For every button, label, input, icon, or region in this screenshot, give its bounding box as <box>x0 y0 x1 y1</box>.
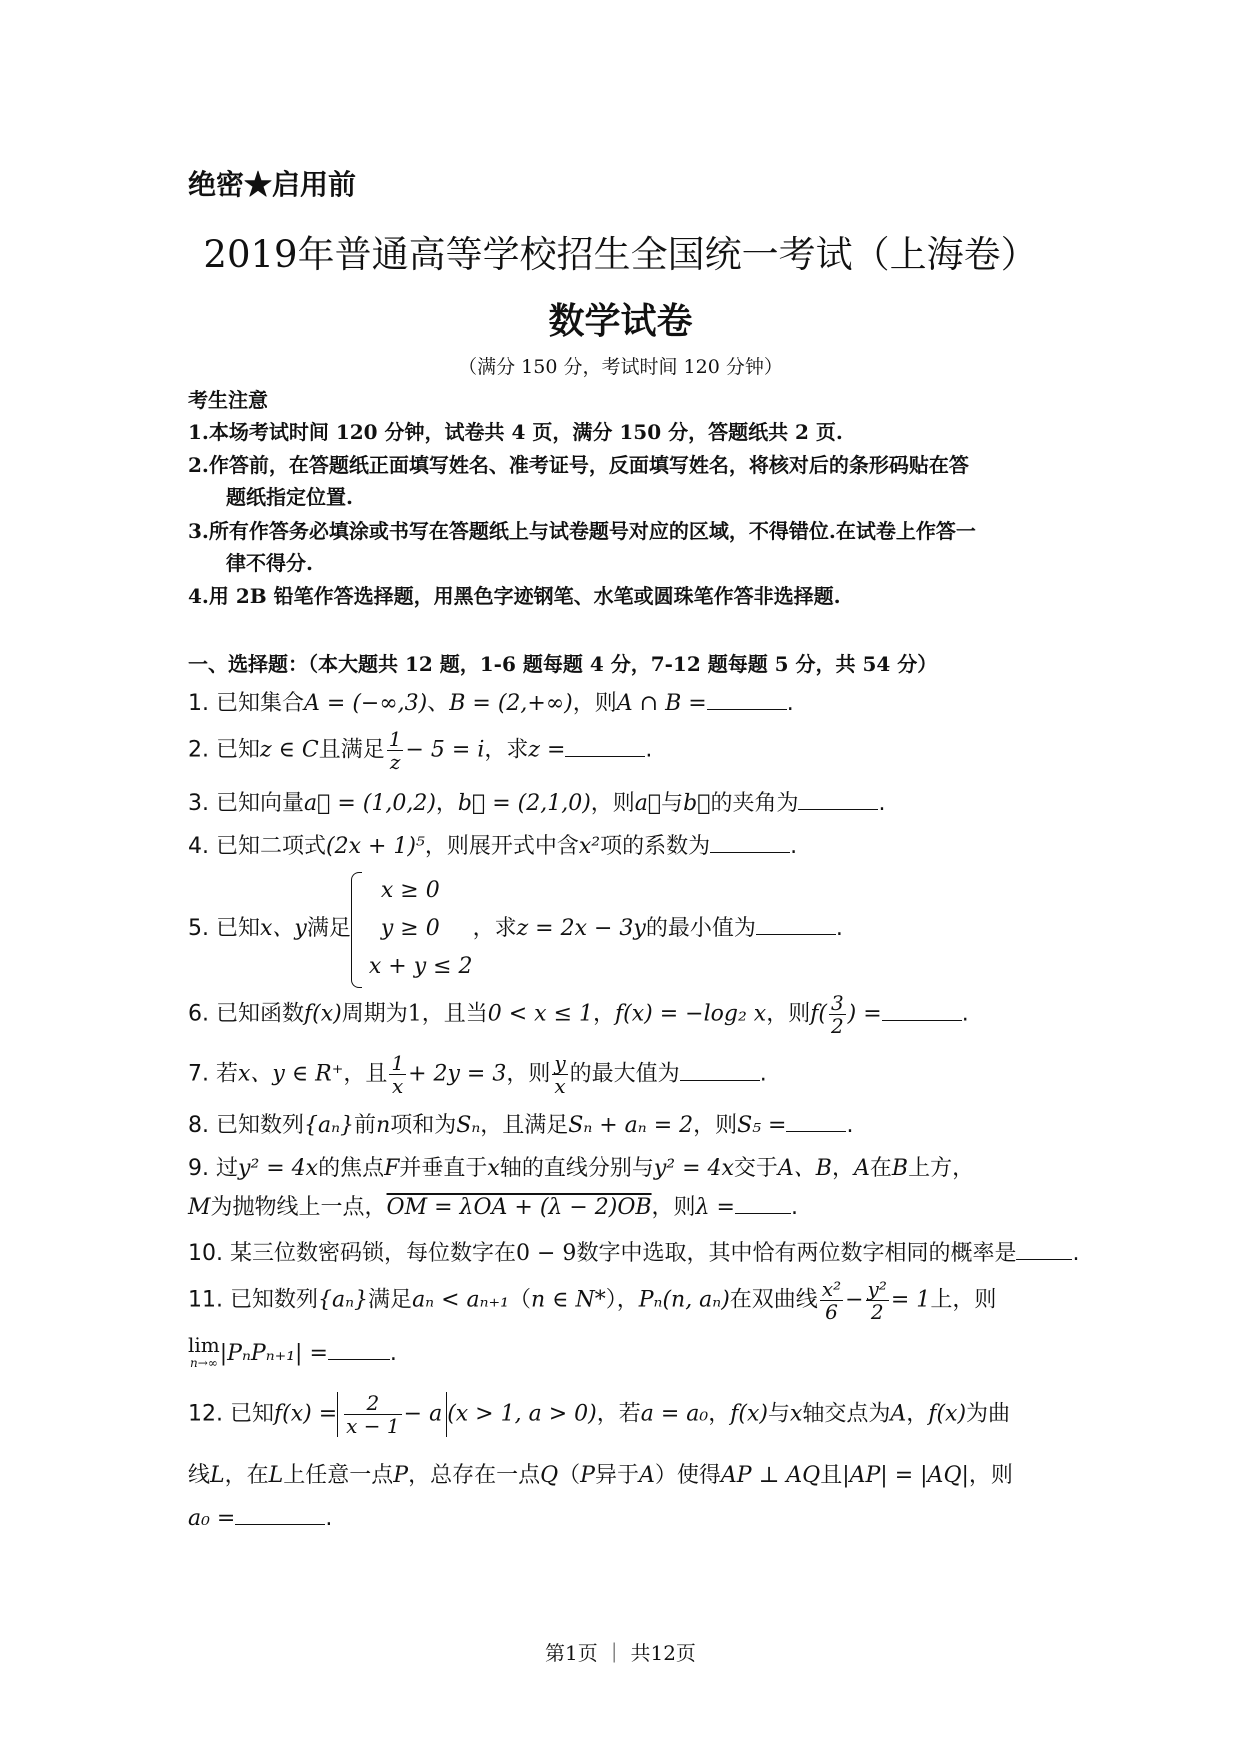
fraction-numerator: y <box>554 1051 566 1075</box>
notice-item <box>188 416 1058 448</box>
question-text: 已知数列 <box>216 1113 305 1138</box>
question-number: 10. <box>188 1241 223 1266</box>
fraction-numerator: x² <box>821 1277 842 1301</box>
math: x、y ∈ R⁺ <box>238 1061 344 1087</box>
math: Sₙ <box>456 1113 481 1138</box>
question-text: 轴的直线分别与 <box>499 1156 654 1181</box>
question-10 <box>188 1236 1079 1267</box>
math: n <box>376 1113 391 1138</box>
question-text: ，若 <box>596 1401 641 1427</box>
question-text: . <box>786 691 794 716</box>
fraction-denominator: x − 1 <box>346 1414 400 1438</box>
math: x <box>789 1401 803 1427</box>
math: F <box>384 1156 400 1181</box>
notice-item-text: 1.本场考试时间 120 分钟，试卷共 4 页，满分 150 分，答题纸共 2 页. <box>188 420 843 444</box>
left-brace <box>351 872 362 988</box>
page-footer: 第1页 ｜ 共12页 <box>545 1641 696 1665</box>
question-text: （ <box>558 1463 581 1488</box>
question-9 <box>188 1151 974 1182</box>
fraction <box>387 728 404 773</box>
question-text: ，则 <box>651 1195 696 1220</box>
math: y² = 4x <box>238 1156 319 1181</box>
question-text: ）， <box>605 1287 639 1313</box>
vector-equation: OM = λOA + (λ − 2)OB <box>386 1195 652 1220</box>
fraction-numerator: 1 <box>388 727 402 751</box>
question-9-line-2 <box>188 1190 798 1221</box>
question-number: 6. <box>188 1001 209 1027</box>
question-text: 为曲 <box>966 1401 1011 1427</box>
question-4 <box>188 829 797 860</box>
question-text: 前 <box>354 1113 377 1138</box>
question-number: 2. <box>188 737 209 763</box>
fraction <box>344 1392 401 1437</box>
math: λ = <box>695 1195 735 1220</box>
notice-item <box>188 449 1058 513</box>
question-text: 轴交点为 <box>802 1401 891 1427</box>
question-text: 并垂直于 <box>399 1156 488 1181</box>
question-11-line-2 <box>188 1333 397 1372</box>
math: M <box>188 1195 211 1220</box>
question-number: 11. <box>188 1287 223 1313</box>
fraction <box>820 1278 843 1323</box>
question-text: 异于 <box>594 1463 639 1488</box>
math: a⃗ <box>634 791 662 816</box>
math: f(x) <box>304 1001 342 1027</box>
answer-blank[interactable] <box>735 1193 791 1214</box>
math: AP ⊥ AQ <box>720 1463 821 1488</box>
question-number: 12. <box>188 1401 223 1427</box>
question-text: ，求 <box>472 916 517 941</box>
question-text: 项的系数为 <box>600 834 711 859</box>
question-text: ， <box>593 1001 616 1027</box>
question-text: ，求 <box>484 737 529 763</box>
question-text: 的最大值为 <box>569 1061 680 1087</box>
question-12-line-3 <box>188 1504 332 1531</box>
math: = 1 <box>890 1287 931 1313</box>
math: y² = 4x <box>653 1156 734 1181</box>
question-text: 为抛物线上一点， <box>210 1195 387 1220</box>
question-6 <box>188 992 969 1037</box>
math: b⃗ = (2,1,0) <box>457 791 591 816</box>
question-text: 在双曲线 <box>729 1287 818 1313</box>
math: − a <box>403 1401 443 1427</box>
question-text: 线 <box>188 1463 211 1488</box>
answer-blank[interactable] <box>798 789 878 810</box>
math: A <box>854 1156 870 1181</box>
question-text: . <box>325 1506 333 1531</box>
question-text: 已知 <box>216 737 261 763</box>
math: |PₙPₙ₊₁| = <box>219 1341 328 1366</box>
fraction <box>866 1278 889 1323</box>
math: A、B <box>777 1156 832 1181</box>
math: f( <box>810 1001 827 1027</box>
math: (x > 1, a > 0) <box>447 1401 597 1427</box>
math: P <box>580 1463 595 1488</box>
answer-blank[interactable] <box>235 1504 325 1525</box>
fraction-numerator: 3 <box>830 991 844 1015</box>
math: − <box>845 1287 864 1313</box>
question-text: 数字中选取，其中恰有两位数字相同的概率是 <box>576 1241 1017 1266</box>
question-text: 已知函数 <box>216 1001 305 1027</box>
question-number: 7. <box>188 1061 209 1087</box>
question-text: 已知 <box>216 916 261 941</box>
limit-subscript: n→∞ <box>189 1356 218 1370</box>
question-text: 与 <box>767 1401 790 1427</box>
inequality: y ≥ 0 <box>380 916 440 941</box>
fraction-denominator: 2 <box>830 1014 844 1038</box>
question-text: . <box>645 737 653 763</box>
math: A <box>890 1401 907 1427</box>
confidential-mark: 绝密★启用前 <box>188 168 357 201</box>
exam-title: 2019年普通高等学校招生全国统一考试（上海卷） <box>203 233 1038 276</box>
inequality: x ≥ 0 <box>380 878 440 903</box>
question-text: 已知二项式 <box>216 834 327 859</box>
question-text: 且满足 <box>318 737 385 763</box>
fraction-numerator: y² <box>867 1277 887 1301</box>
question-text: ，则 <box>968 1463 1013 1488</box>
math: z ∈ C <box>260 737 319 763</box>
math: |AP| = |AQ| <box>842 1463 969 1488</box>
math: {aₙ} <box>304 1113 355 1138</box>
question-text: . <box>846 1113 854 1138</box>
math: Sₙ + aₙ = 2 <box>568 1113 694 1138</box>
question-text: 已知集合 <box>216 691 305 716</box>
exam-subtitle: 数学试卷 <box>548 300 693 342</box>
question-11 <box>188 1278 996 1323</box>
math: + 2y = 3 <box>408 1061 507 1087</box>
math: aₙ < aₙ₊₁ <box>412 1287 509 1313</box>
question-text: ， <box>831 1156 854 1181</box>
question-number: 5. <box>188 916 209 941</box>
answer-blank[interactable] <box>707 689 787 710</box>
question-text: 若 <box>216 1061 239 1087</box>
question-number: 9. <box>188 1156 209 1181</box>
question-number: 1. <box>188 691 209 716</box>
answer-blank[interactable] <box>680 1060 760 1081</box>
fraction-numerator: 2 <box>344 1392 401 1415</box>
question-text: 周期为 <box>341 1001 408 1027</box>
question-text: 某三位数密码锁，每位数字在 <box>230 1241 517 1266</box>
question-text: 过 <box>216 1156 239 1181</box>
math: f(x) <box>928 1401 967 1427</box>
math: 0 < x ≤ 1 <box>487 1001 594 1027</box>
notice-item <box>188 515 1058 579</box>
math: Pₙ(n, aₙ) <box>638 1287 730 1313</box>
absolute-value <box>337 1392 447 1437</box>
math: L <box>210 1463 225 1488</box>
math: x² <box>578 834 601 859</box>
question-text: ，则展开式中含 <box>424 834 579 859</box>
math: {aₙ} <box>318 1287 369 1313</box>
score-info: （满分 150 分，考试时间 120 分钟） <box>458 356 783 378</box>
question-text: ， <box>435 791 458 816</box>
math: f(x) = −log₂ x <box>615 1001 767 1027</box>
fraction <box>389 1052 406 1097</box>
question-8 <box>188 1108 853 1139</box>
question-text: 与 <box>661 791 684 816</box>
question-text: ，则 <box>572 691 617 716</box>
math: x <box>487 1156 500 1181</box>
question-text: 、 <box>427 691 450 716</box>
question-text: . <box>790 834 798 859</box>
question-text: 项和为 <box>390 1113 457 1138</box>
answer-blank[interactable] <box>710 832 790 853</box>
fraction-denominator: z <box>389 750 401 774</box>
question-text: 的夹角为 <box>710 791 799 816</box>
question-5 <box>188 872 843 986</box>
question-text: . <box>878 791 886 816</box>
question-number: 3. <box>188 791 209 816</box>
notice-item-continuation: 题纸指定位置. <box>226 485 353 509</box>
question-text: 上，则 <box>930 1287 997 1313</box>
math: B <box>891 1156 909 1181</box>
question-text: . <box>961 1001 969 1027</box>
math: z = 2x − 3y <box>516 916 646 941</box>
inequality: x + y ≤ 2 <box>368 954 473 979</box>
answer-blank[interactable] <box>786 1111 846 1132</box>
question-text: . <box>790 1195 798 1220</box>
question-number: 4. <box>188 834 209 859</box>
fraction-denominator: 6 <box>825 1300 838 1324</box>
math: b⃗ <box>683 791 711 816</box>
question-text: 已知数列 <box>230 1287 319 1313</box>
question-text: 满足 <box>368 1287 413 1313</box>
math: B = (2,+∞) <box>449 691 573 716</box>
question-text: ，在 <box>224 1463 269 1488</box>
question-12 <box>188 1392 1010 1437</box>
inequality-system <box>351 872 473 986</box>
fraction-denominator: x <box>554 1074 566 1098</box>
question-text: 上方， <box>908 1156 975 1181</box>
question-text: 且 <box>820 1463 843 1488</box>
answer-blank[interactable] <box>328 1339 390 1360</box>
question-text: . <box>835 916 843 941</box>
question-text: . <box>1072 1241 1080 1266</box>
question-number: 8. <box>188 1113 209 1138</box>
question-text: 已知 <box>230 1401 275 1427</box>
question-2 <box>188 728 652 773</box>
fraction <box>552 1052 567 1097</box>
question-text: ）使得 <box>654 1463 721 1488</box>
fraction-denominator: 2 <box>870 1300 884 1324</box>
math: P <box>393 1463 409 1488</box>
math: x、y <box>260 916 307 941</box>
question-text: 上任意一点 <box>283 1463 394 1488</box>
question-text: 在 <box>869 1156 892 1181</box>
question-text: ， <box>708 1401 731 1427</box>
math: Q <box>540 1463 559 1488</box>
question-1 <box>188 686 794 717</box>
notice-item-text: 2.作答前，在答题纸正面填写姓名、准考证号，反面填写姓名，将核对后的条形码贴在答 <box>188 453 969 477</box>
math: 0 − 9 <box>516 1241 577 1266</box>
notice-item <box>188 580 1058 612</box>
limit-operator: lim <box>188 1333 220 1357</box>
question-text: ，则 <box>506 1061 551 1087</box>
question-text: ，且满足 <box>480 1113 569 1138</box>
math: L <box>268 1463 284 1488</box>
notice-item-text: 4.用 2B 铅笔作答选择题，用黑色字迹钢笔、水笔或圆珠笔作答非选择题. <box>188 584 841 608</box>
math: n ∈ N* <box>531 1287 606 1313</box>
math: a⃗ = (1,0,2) <box>304 791 436 816</box>
answer-blank[interactable] <box>756 914 836 935</box>
answer-blank[interactable] <box>1016 1239 1072 1260</box>
fraction-denominator: x <box>392 1074 404 1098</box>
question-text: 的最小值为 <box>645 916 756 941</box>
section-heading: 一、选择题：（本大题共 12 题，1-6 题每题 4 分，7-12 题每题 5 分，共 54 分） <box>188 652 938 676</box>
answer-blank[interactable] <box>882 1000 962 1021</box>
math: − 5 = i <box>405 737 485 763</box>
question-text: . <box>759 1061 767 1087</box>
question-text: ， <box>906 1401 929 1427</box>
question-3 <box>188 786 885 817</box>
question-text: ，则 <box>766 1001 811 1027</box>
question-text: （ <box>508 1287 531 1313</box>
math: S₅ = <box>737 1113 787 1138</box>
math: z = <box>528 737 566 763</box>
math: f(x) <box>730 1401 768 1427</box>
question-text: ，且当 <box>421 1001 488 1027</box>
question-12-line-2 <box>188 1458 1013 1489</box>
limit <box>188 1333 220 1372</box>
notice-item-continuation: 律不得分. <box>226 551 313 575</box>
math: A ∩ B = <box>616 691 707 716</box>
answer-blank[interactable] <box>565 736 645 757</box>
question-7 <box>188 1052 767 1097</box>
math: (2x + 1)⁵ <box>326 834 425 859</box>
math: ) = <box>847 1001 882 1027</box>
fraction <box>829 992 846 1037</box>
question-text: . <box>389 1341 397 1366</box>
question-text: ，则 <box>693 1113 738 1138</box>
math: 1 <box>407 1001 422 1027</box>
notice-item-text: 3.所有作答务必填涂或书写在答题纸上与试卷题号对应的区域，不得错位.在试卷上作答一 <box>188 519 976 543</box>
question-text: 已知向量 <box>216 791 305 816</box>
math: f(x) = <box>274 1401 338 1427</box>
question-text: ，总存在一点 <box>408 1463 541 1488</box>
question-text: 交于 <box>733 1156 778 1181</box>
math: A <box>638 1463 655 1488</box>
question-text: 的焦点 <box>318 1156 385 1181</box>
question-text: ，则 <box>590 791 635 816</box>
question-text: 满足 <box>306 916 351 941</box>
notice-heading: 考生注意 <box>188 388 268 412</box>
math: A = (−∞,3) <box>304 691 428 716</box>
question-text: ，且 <box>343 1061 388 1087</box>
math: a = a₀ <box>640 1401 709 1427</box>
fraction-numerator: 1 <box>391 1051 405 1075</box>
math: a₀ = <box>188 1506 236 1531</box>
